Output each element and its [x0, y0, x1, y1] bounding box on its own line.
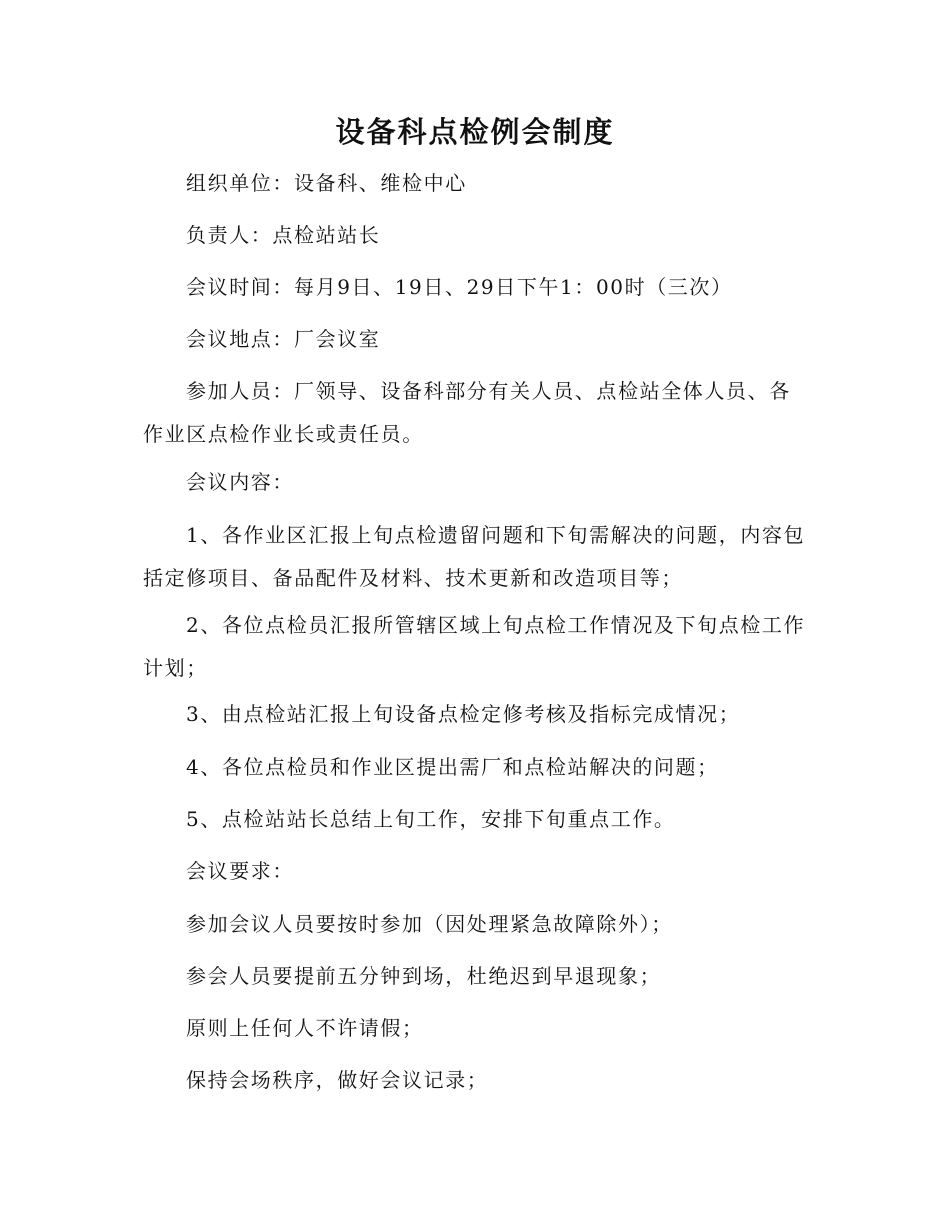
content-item-2: 2、各位点检员汇报所管辖区域上旬点检工作情况及下旬点检工作计划； [143, 613, 806, 680]
requirement-item-2: 参会人员要提前五分钟到场，杜绝迟到早退现象； [186, 964, 662, 988]
content-item-4: 4、各位点检员和作业区提出需厂和点检站解决的问题； [186, 755, 719, 779]
requirement-item-1: 参加会议人员要按时参加（因处理紧急故障除外）； [186, 912, 673, 936]
participants-paragraph: 参加人员：厂领导、设备科部分有关人员、点检站全体人员、各作业区点检作业长或责任员。 [143, 379, 791, 446]
document-title: 设备科点检例会制度 [335, 115, 615, 149]
meeting-place-line: 会议地点：厂会议室 [186, 327, 381, 351]
content-heading: 会议内容： [186, 470, 294, 494]
requirement-item-4: 保持会场秩序，做好会议记录； [186, 1068, 489, 1092]
org-unit-line: 组织单位：设备科、维检中心 [186, 171, 467, 195]
meeting-time-line: 会议时间：每月9日、19日、29日下午1：00时（三次） [186, 275, 733, 299]
content-item-5: 5、点检站站长总结上旬工作，安排下旬重点工作。 [186, 807, 676, 831]
responsible-line: 负责人：点检站站长 [186, 223, 381, 247]
content-item-1: 1、各作业区汇报上旬点检遗留问题和下旬需解决的问题，内容包括定修项目、备品配件及材料、技术更新和改造项目等； [143, 523, 806, 590]
content-item-3: 3、由点检站汇报上旬设备点检定修考核及指标完成情况； [186, 702, 741, 726]
requirement-item-3: 原则上任何人不许请假； [186, 1016, 424, 1040]
requirements-heading: 会议要求： [186, 859, 294, 883]
